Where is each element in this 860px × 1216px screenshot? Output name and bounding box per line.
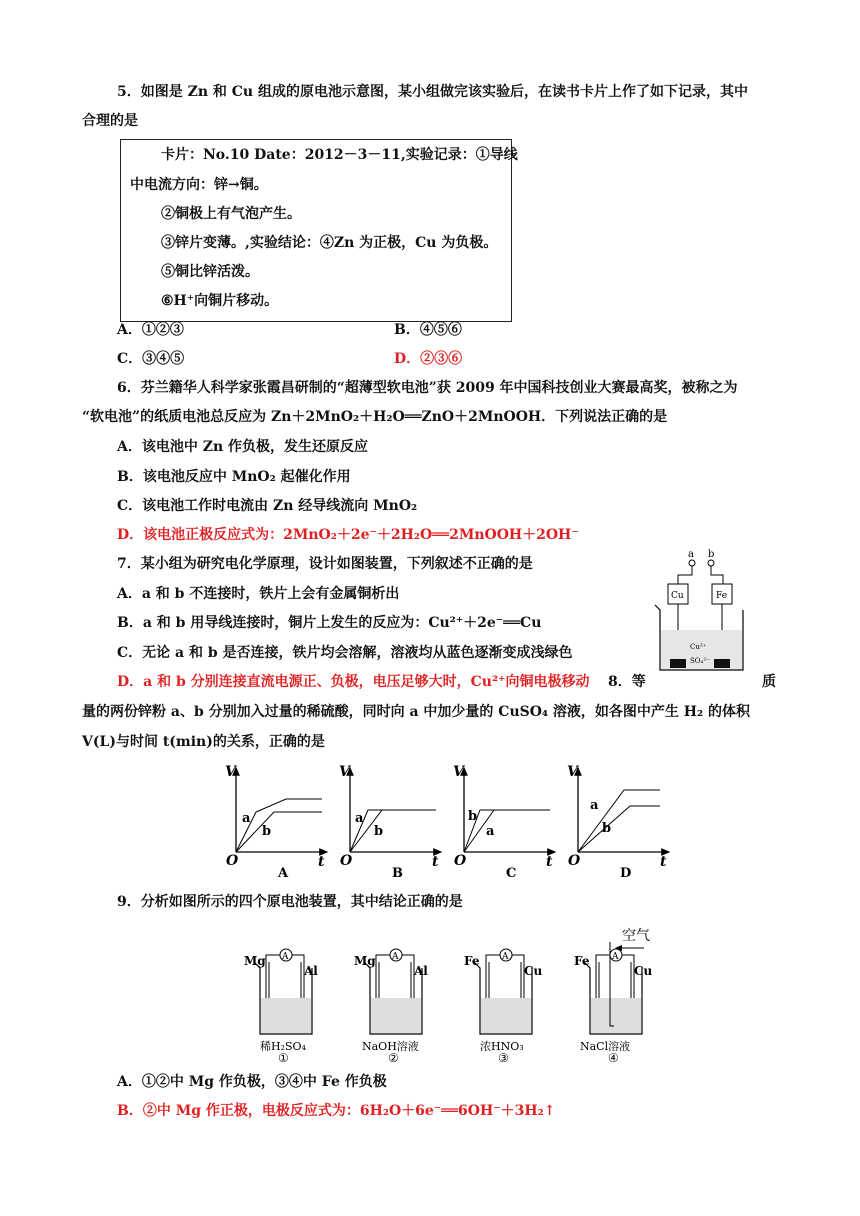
svg-text:Al: Al: [304, 964, 318, 978]
q8-graphs: [222, 760, 677, 882]
svg-text:Mg: Mg: [244, 954, 266, 968]
graph-d-curve-upper-label: a: [590, 798, 599, 813]
svg-text:①: ①: [278, 1051, 289, 1062]
card-line2: 中电流方向：锌→铜。: [130, 177, 268, 193]
graph-a: [225, 764, 327, 881]
svg-text:A: A: [282, 952, 289, 962]
graph-a-curve-upper-label: a: [242, 811, 251, 826]
terminal-a-label: a: [688, 549, 694, 560]
graph-b-curve-upper-label: a: [355, 811, 364, 826]
q6-option-a: A．该电池中 Zn 作负极，发生还原反应: [117, 439, 369, 455]
graph-c-curve-upper-label: b: [468, 809, 478, 824]
terminal-b: [708, 560, 714, 566]
graph-b-curve-lower-label: b: [374, 824, 384, 839]
q9-stem: 9．分析如图所示的四个原电池装置，其中结论正确的是: [117, 894, 463, 910]
q5-stem-line2: 合理的是: [82, 113, 138, 129]
copper-label: Cu: [671, 591, 684, 601]
cell-2: [354, 949, 428, 1062]
svg-text:Cu: Cu: [634, 964, 653, 978]
svg-text:O: O: [454, 853, 467, 869]
svg-text:t: t: [546, 854, 553, 870]
svg-text:浓HNO₃: 浓HNO₃: [480, 1040, 524, 1053]
graph-a-label: A: [278, 866, 289, 881]
graph-b: [339, 764, 441, 881]
q5-record-card: [120, 139, 518, 322]
svg-text:A: A: [392, 952, 399, 962]
graph-b-label: B: [392, 866, 403, 881]
svg-text:③: ③: [498, 1051, 509, 1062]
q9-cells-figure: [240, 922, 660, 1062]
cell-1: [244, 949, 318, 1062]
svg-text:A: A: [612, 952, 619, 962]
graph-d: [567, 764, 669, 881]
card-line1: 卡片：No.10 Date：2012－3－11,实验记录：①导线: [161, 147, 518, 163]
svg-text:Fe: Fe: [464, 954, 480, 968]
q7-option-d-answer: D．a 和 b 分别连接直流电源正、负极，电压足够大时，Cu²⁺向铜电极移动: [117, 674, 590, 690]
card-line3: ②铜极上有气泡产生。: [161, 206, 301, 222]
q8-stem-line3: V(L)与时间 t(min)的关系，正确的是: [82, 734, 325, 750]
svg-text:t: t: [432, 854, 439, 870]
svg-text:Cu: Cu: [524, 964, 543, 978]
graph-c-curve-lower-label: a: [486, 824, 495, 839]
svg-text:Fe: Fe: [574, 954, 590, 968]
svg-text:t: t: [318, 854, 325, 870]
q9-option-a: A．①②中 Mg 作负极，③④中 Fe 作负极: [117, 1074, 387, 1090]
graph-d-label: D: [620, 866, 632, 881]
q8-stem-start: 8．等: [608, 674, 646, 690]
graph-a-curve-lower-label: b: [262, 824, 272, 839]
q5-option-c: C．③④⑤: [117, 351, 185, 367]
iron-label: Fe: [716, 591, 728, 601]
q7-option-a: A．a 和 b 不连接时，铁片上会有金属铜析出: [117, 586, 400, 602]
q6-option-c: C．该电池工作时电流由 Zn 经导线流向 MnO₂: [117, 498, 418, 514]
svg-text:④: ④: [608, 1051, 619, 1062]
svg-text:②: ②: [388, 1051, 399, 1062]
svg-text:Al: Al: [414, 964, 428, 978]
svg-text:NaCl溶液: NaCl溶液: [580, 1040, 631, 1053]
terminal-b-label: b: [708, 549, 715, 560]
svg-text:O: O: [568, 853, 581, 869]
q7-apparatus-figure: [650, 542, 755, 677]
card-line5: ⑤铜比锌活泼。: [161, 264, 259, 280]
q5-stem-line1: 5．如图是 Zn 和 Cu 组成的原电池示意图，某小组做完该实验后，在读书卡片上作了如下记录，其中: [117, 84, 748, 100]
copper-ion-label: Cu²⁺: [690, 643, 707, 651]
svg-text:V: V: [225, 764, 236, 780]
terminal-a: [689, 560, 695, 566]
q9-option-b-answer: B．②中 Mg 作正极，电极反应式为：6H₂O＋6e⁻══6OH⁻＋3H₂↑: [117, 1103, 556, 1119]
q7-stem: 7．某小组为研究电化学原理，设计如图装置，下列叙述不正确的是: [117, 556, 533, 572]
sulfate-ion-label: SO₄²⁻: [690, 657, 710, 665]
svg-text:稀H₂SO₄: 稀H₂SO₄: [260, 1040, 306, 1053]
q6-option-d-answer: D．该电池正极反应式为：2MnO₂＋2e⁻＋2H₂O══2MnOOH＋2OH⁻: [117, 527, 579, 543]
svg-text:NaOH溶液: NaOH溶液: [362, 1040, 419, 1053]
svg-text:V: V: [567, 764, 578, 780]
q8-stem-tail: 质: [762, 674, 776, 690]
iron-plate: [714, 659, 730, 668]
q5-option-d-answer: D．②③⑥: [394, 351, 463, 367]
copper-plate: [670, 659, 686, 668]
q5-option-b: B．④⑤⑥: [394, 322, 462, 338]
q7-option-b: B．a 和 b 用导线连接时，铜片上发生的反应为：Cu²⁺＋2e⁻══Cu: [117, 615, 542, 631]
cell-3: [464, 949, 543, 1062]
graph-d-curve-lower-label: b: [602, 821, 612, 836]
svg-text:A: A: [502, 952, 509, 962]
q8-stem-line2: 量的两份锌粉 a、b 分别加入过量的稀硫酸，同时向 a 中加少量的 CuSO₄ 溶液，如各图中产生 H₂ 的体积: [82, 704, 751, 720]
cell-4: [574, 927, 653, 1062]
svg-text:V: V: [339, 764, 350, 780]
svg-text:O: O: [340, 853, 353, 869]
q5-option-a: A．①②③: [117, 322, 184, 338]
q6-stem-line1: 6．芬兰籍华人科学家张霞昌研制的“超薄型软电池”获 2009 年中国科技创业大赛最高奖，被称之为: [117, 380, 738, 396]
svg-text:t: t: [660, 854, 667, 870]
air-label: 空气: [622, 928, 650, 944]
svg-text:V: V: [453, 764, 464, 780]
svg-text:Mg: Mg: [354, 954, 376, 968]
q6-option-b: B．该电池反应中 MnO₂ 起催化作用: [117, 469, 351, 485]
graph-c: [453, 764, 555, 881]
card-line4: ③锌片变薄。,实验结论：④Zn 为正极，Cu 为负极。: [161, 235, 498, 251]
card-line6: ⑥H⁺向铜片移动。: [161, 293, 279, 309]
svg-text:O: O: [226, 853, 239, 869]
q7-option-c: C．无论 a 和 b 是否连接，铁片均会溶解，溶液均从蓝色逐渐变成浅绿色: [117, 645, 573, 661]
q6-stem-line2: “软电池”的纸质电池总反应为 Zn＋2MnO₂＋H₂O══ZnO＋2MnOOH．下列说法正确的是: [82, 409, 668, 425]
graph-c-label: C: [506, 866, 517, 881]
